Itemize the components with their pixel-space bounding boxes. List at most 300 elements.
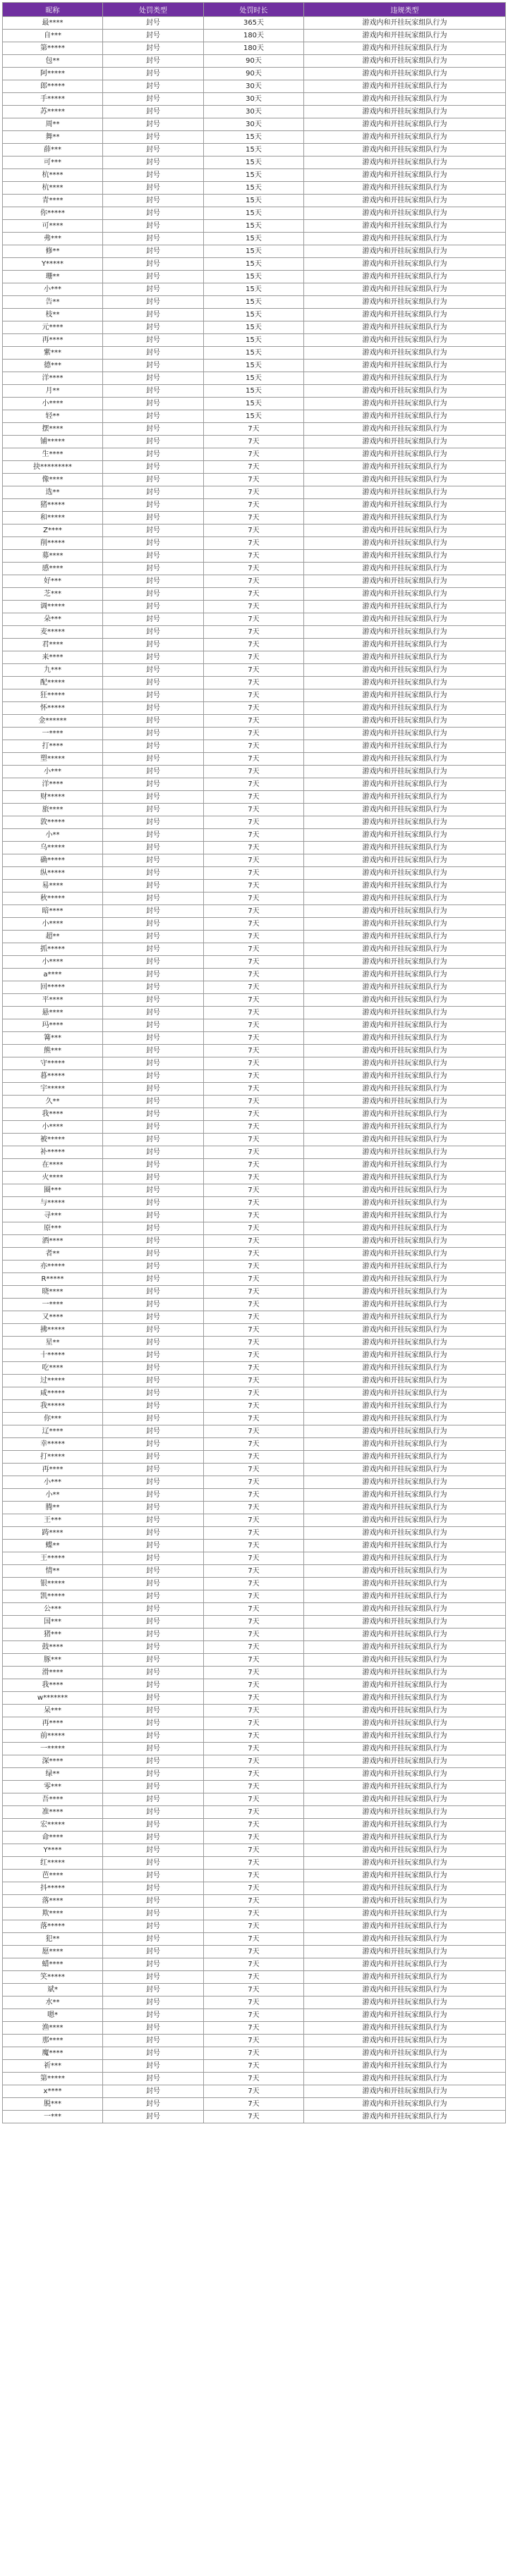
penalty-duration-cell: 7天 <box>204 1400 304 1413</box>
penalty-type-cell: 封号 <box>103 118 204 131</box>
table-row <box>3 1895 506 1908</box>
nickname-cell: 过***** <box>3 1375 103 1387</box>
penalty-duration-cell: 30天 <box>204 118 304 131</box>
penalty-type-cell: 封号 <box>103 1019 204 1032</box>
violation-type-cell: 游戏内和开挂玩家组队行为 <box>304 309 506 321</box>
violation-type-cell: 游戏内和开挂玩家组队行为 <box>304 981 506 994</box>
header-penalty-type: 处罚类型 <box>103 3 204 17</box>
penalty-duration-cell: 7天 <box>204 448 304 461</box>
nickname-cell: 可*** <box>3 157 103 169</box>
penalty-duration-cell: 7天 <box>204 1629 304 1641</box>
penalty-duration-cell: 7天 <box>204 1019 304 1032</box>
penalty-type-cell: 封号 <box>103 1146 204 1159</box>
penalty-type-cell: 封号 <box>103 1857 204 1870</box>
table-row <box>3 42 506 55</box>
penalty-type-cell: 封号 <box>103 1096 204 1108</box>
table-row <box>3 702 506 715</box>
violation-type-cell: 游戏内和开挂玩家组队行为 <box>304 1502 506 1514</box>
penalty-type-cell: 封号 <box>103 1616 204 1629</box>
penalty-duration-cell: 15天 <box>204 271 304 283</box>
penalty-duration-cell: 7天 <box>204 1781 304 1793</box>
penalty-duration-cell: 7天 <box>204 715 304 728</box>
nickname-cell: 晓**** <box>3 1286 103 1299</box>
table-row <box>3 1184 506 1197</box>
nickname-cell: 感**** <box>3 563 103 575</box>
penalty-duration-cell: 7天 <box>204 1895 304 1908</box>
table-row <box>3 1679 506 1692</box>
violation-type-cell: 游戏内和开挂玩家组队行为 <box>304 2009 506 2022</box>
violation-type-cell: 游戏内和开挂玩家组队行为 <box>304 1692 506 1705</box>
table-row <box>3 1235 506 1248</box>
violation-type-cell: 游戏内和开挂玩家组队行为 <box>304 2060 506 2073</box>
penalty-duration-cell: 15天 <box>204 131 304 144</box>
violation-type-cell: 游戏内和开挂玩家组队行为 <box>304 1413 506 1425</box>
table-row <box>3 1933 506 1946</box>
penalty-duration-cell: 7天 <box>204 563 304 575</box>
table-row <box>3 981 506 994</box>
table-row <box>3 1629 506 1641</box>
penalty-type-cell: 封号 <box>103 1565 204 1578</box>
violation-type-cell: 游戏内和开挂玩家组队行为 <box>304 715 506 728</box>
violation-type-cell: 游戏内和开挂玩家组队行为 <box>304 804 506 816</box>
penalty-type-cell: 封号 <box>103 931 204 943</box>
penalty-duration-cell: 7天 <box>204 1768 304 1781</box>
violation-type-cell: 游戏内和开挂玩家组队行为 <box>304 118 506 131</box>
table-row <box>3 372 506 385</box>
penalty-type-cell: 封号 <box>103 1908 204 1920</box>
penalty-type-cell: 封号 <box>103 169 204 182</box>
nickname-cell: 呆*** <box>3 1705 103 1717</box>
penalty-duration-cell: 7天 <box>204 1616 304 1629</box>
penalty-type-cell: 封号 <box>103 1502 204 1514</box>
penalty-type-cell: 封号 <box>103 448 204 461</box>
violation-type-cell: 游戏内和开挂玩家组队行为 <box>304 385 506 398</box>
table-row <box>3 1552 506 1565</box>
penalty-duration-cell: 7天 <box>204 1540 304 1552</box>
violation-type-cell: 游戏内和开挂玩家组队行为 <box>304 664 506 677</box>
violation-type-cell: 游戏内和开挂玩家组队行为 <box>304 1857 506 1870</box>
penalty-type-cell: 封号 <box>103 309 204 321</box>
table-row <box>3 626 506 639</box>
penalty-duration-cell: 7天 <box>204 1413 304 1425</box>
nickname-cell: 宇***** <box>3 1083 103 1096</box>
penalty-type-cell: 封号 <box>103 1197 204 1210</box>
table-row <box>3 689 506 702</box>
penalty-duration-cell: 7天 <box>204 1997 304 2009</box>
table-row <box>3 1819 506 1832</box>
table-row <box>3 157 506 169</box>
nickname-cell: 财***** <box>3 791 103 804</box>
nickname-cell: 小**** <box>3 1121 103 1134</box>
table-body <box>3 17 506 2123</box>
violation-type-cell: 游戏内和开挂玩家组队行为 <box>304 1083 506 1096</box>
nickname-cell: 元**** <box>3 321 103 334</box>
table-row <box>3 854 506 867</box>
penalty-type-cell: 封号 <box>103 880 204 893</box>
penalty-duration-cell: 7天 <box>204 677 304 689</box>
table-row <box>3 2111 506 2123</box>
penalty-duration-cell: 15天 <box>204 309 304 321</box>
penalty-type-cell: 封号 <box>103 2073 204 2085</box>
penalty-duration-cell: 7天 <box>204 588 304 601</box>
table-row <box>3 499 506 512</box>
table-row <box>3 1057 506 1070</box>
table-row <box>3 1464 506 1476</box>
penalty-type-cell: 封号 <box>103 106 204 118</box>
penalty-duration-cell: 7天 <box>204 1806 304 1819</box>
table-row <box>3 829 506 842</box>
violation-type-cell: 游戏内和开挂玩家组队行为 <box>304 106 506 118</box>
violation-type-cell: 游戏内和开挂玩家组队行为 <box>304 1920 506 1933</box>
penalty-duration-cell: 7天 <box>204 1299 304 1311</box>
nickname-cell: 拂***** <box>3 1324 103 1337</box>
penalty-type-cell: 封号 <box>103 1755 204 1768</box>
nickname-cell: a**** <box>3 969 103 981</box>
table-row <box>3 1844 506 1857</box>
violation-type-cell: 游戏内和开挂玩家组队行为 <box>304 550 506 563</box>
nickname-cell: 一*** <box>3 2111 103 2123</box>
violation-type-cell: 游戏内和开挂玩家组队行为 <box>304 1057 506 1070</box>
violation-type-cell: 游戏内和开挂玩家组队行为 <box>304 1768 506 1781</box>
header-nickname: 昵称 <box>3 3 103 17</box>
ban-list-table <box>2 2 506 2123</box>
table-row <box>3 461 506 474</box>
table-row <box>3 1019 506 1032</box>
penalty-duration-cell: 7天 <box>204 1819 304 1832</box>
nickname-cell: 杭**** <box>3 169 103 182</box>
table-row <box>3 1045 506 1057</box>
table-row <box>3 791 506 804</box>
penalty-type-cell: 封号 <box>103 601 204 613</box>
penalty-type-cell: 封号 <box>103 1667 204 1679</box>
violation-type-cell: 游戏内和开挂玩家组队行为 <box>304 753 506 766</box>
penalty-duration-cell: 15天 <box>204 385 304 398</box>
penalty-duration-cell: 7天 <box>204 1007 304 1019</box>
table-row <box>3 1476 506 1489</box>
table-row <box>3 30 506 42</box>
penalty-type-cell: 封号 <box>103 689 204 702</box>
nickname-cell: 红***** <box>3 1857 103 1870</box>
penalty-duration-cell: 7天 <box>204 1958 304 1971</box>
penalty-duration-cell: 7天 <box>204 1438 304 1451</box>
table-row <box>3 448 506 461</box>
table-row <box>3 296 506 309</box>
penalty-duration-cell: 7天 <box>204 1832 304 1844</box>
violation-type-cell: 游戏内和开挂玩家组队行为 <box>304 1654 506 1667</box>
nickname-cell: 纵***** <box>3 867 103 880</box>
table-row <box>3 778 506 791</box>
penalty-duration-cell: 7天 <box>204 1705 304 1717</box>
penalty-type-cell: 封号 <box>103 1387 204 1400</box>
table-row <box>3 118 506 131</box>
penalty-type-cell: 封号 <box>103 1514 204 1527</box>
violation-type-cell: 游戏内和开挂玩家组队行为 <box>304 1527 506 1540</box>
penalty-duration-cell: 7天 <box>204 1527 304 1540</box>
violation-type-cell: 游戏内和开挂玩家组队行为 <box>304 943 506 956</box>
nickname-cell: 猪***** <box>3 499 103 512</box>
nickname-cell: 塑***** <box>3 753 103 766</box>
penalty-duration-cell: 7天 <box>204 1108 304 1121</box>
nickname-cell: 君**** <box>3 639 103 651</box>
penalty-duration-cell: 7天 <box>204 2009 304 2022</box>
violation-type-cell: 游戏内和开挂玩家组队行为 <box>304 626 506 639</box>
penalty-type-cell: 封号 <box>103 93 204 106</box>
penalty-type-cell: 封号 <box>103 626 204 639</box>
violation-type-cell: 游戏内和开挂玩家组队行为 <box>304 1425 506 1438</box>
table-row <box>3 1146 506 1159</box>
penalty-type-cell: 封号 <box>103 1641 204 1654</box>
penalty-type-cell: 封号 <box>103 1273 204 1286</box>
penalty-type-cell: 封号 <box>103 30 204 42</box>
penalty-type-cell: 封号 <box>103 715 204 728</box>
penalty-duration-cell: 7天 <box>204 486 304 499</box>
violation-type-cell: 游戏内和开挂玩家组队行为 <box>304 905 506 918</box>
penalty-duration-cell: 15天 <box>204 360 304 372</box>
violation-type-cell: 游戏内和开挂玩家组队行为 <box>304 651 506 664</box>
penalty-type-cell: 封号 <box>103 1108 204 1121</box>
nickname-cell: 再**** <box>3 334 103 347</box>
nickname-cell: 蜡**** <box>3 1958 103 1971</box>
penalty-type-cell: 封号 <box>103 2022 204 2035</box>
penalty-type-cell: 封号 <box>103 1184 204 1197</box>
table-row <box>3 1197 506 1210</box>
penalty-duration-cell: 7天 <box>204 1603 304 1616</box>
penalty-duration-cell: 7天 <box>204 778 304 791</box>
violation-type-cell: 游戏内和开挂玩家组队行为 <box>304 512 506 525</box>
penalty-type-cell: 封号 <box>103 575 204 588</box>
violation-type-cell: 游戏内和开挂玩家组队行为 <box>304 1400 506 1413</box>
table-row <box>3 601 506 613</box>
penalty-duration-cell: 7天 <box>204 474 304 486</box>
violation-type-cell: 游戏内和开挂玩家组队行为 <box>304 55 506 68</box>
penalty-duration-cell: 7天 <box>204 2060 304 2073</box>
penalty-duration-cell: 7天 <box>204 1210 304 1222</box>
table-row <box>3 1337 506 1349</box>
nickname-cell: 洋**** <box>3 778 103 791</box>
penalty-type-cell: 封号 <box>103 499 204 512</box>
violation-type-cell: 游戏内和开挂玩家组队行为 <box>304 537 506 550</box>
table-row <box>3 842 506 854</box>
header-penalty-duration: 处罚时长 <box>204 3 304 17</box>
table-row <box>3 1946 506 1958</box>
penalty-duration-cell: 7天 <box>204 1134 304 1146</box>
table-row <box>3 753 506 766</box>
violation-type-cell: 游戏内和开挂玩家组队行为 <box>304 1261 506 1273</box>
nickname-cell: 回***** <box>3 981 103 994</box>
penalty-type-cell: 封号 <box>103 271 204 283</box>
penalty-type-cell: 封号 <box>103 398 204 410</box>
penalty-type-cell: 封号 <box>103 1464 204 1476</box>
table-row <box>3 512 506 525</box>
nickname-cell: 最**** <box>3 17 103 30</box>
penalty-type-cell: 封号 <box>103 157 204 169</box>
nickname-cell: 第***** <box>3 42 103 55</box>
nickname-cell: 配***** <box>3 677 103 689</box>
nickname-cell: 王*** <box>3 1514 103 1527</box>
table-row <box>3 474 506 486</box>
penalty-type-cell: 封号 <box>103 321 204 334</box>
penalty-type-cell: 封号 <box>103 1819 204 1832</box>
penalty-duration-cell: 7天 <box>204 1337 304 1349</box>
penalty-duration-cell: 90天 <box>204 68 304 80</box>
penalty-type-cell: 封号 <box>103 1210 204 1222</box>
penalty-duration-cell: 7天 <box>204 1679 304 1692</box>
table-row <box>3 1451 506 1464</box>
penalty-duration-cell: 7天 <box>204 2022 304 2035</box>
nickname-cell: 一**** <box>3 728 103 740</box>
penalty-type-cell: 封号 <box>103 486 204 499</box>
table-row <box>3 1134 506 1146</box>
table-row <box>3 931 506 943</box>
table-row <box>3 550 506 563</box>
violation-type-cell: 游戏内和开挂玩家组队行为 <box>304 867 506 880</box>
penalty-duration-cell: 7天 <box>204 1793 304 1806</box>
nickname-cell: 平**** <box>3 994 103 1007</box>
violation-type-cell: 游戏内和开挂玩家组队行为 <box>304 931 506 943</box>
penalty-type-cell: 封号 <box>103 1984 204 1997</box>
penalty-type-cell: 封号 <box>103 2111 204 2123</box>
table-row <box>3 131 506 144</box>
penalty-duration-cell: 365天 <box>204 17 304 30</box>
penalty-duration-cell: 7天 <box>204 1857 304 1870</box>
nickname-cell: 被***** <box>3 1134 103 1146</box>
penalty-duration-cell: 7天 <box>204 1324 304 1337</box>
violation-type-cell: 游戏内和开挂玩家组队行为 <box>304 1121 506 1134</box>
nickname-cell: 薛*** <box>3 144 103 157</box>
nickname-cell: 情** <box>3 1565 103 1578</box>
nickname-cell: 月** <box>3 385 103 398</box>
table-row <box>3 766 506 778</box>
nickname-cell: 零*** <box>3 1781 103 1793</box>
penalty-duration-cell: 7天 <box>204 1197 304 1210</box>
nickname-cell: 告** <box>3 296 103 309</box>
table-row <box>3 347 506 360</box>
violation-type-cell: 游戏内和开挂玩家组队行为 <box>304 1717 506 1730</box>
nickname-cell: 调***** <box>3 601 103 613</box>
violation-type-cell: 游戏内和开挂玩家组队行为 <box>304 1438 506 1451</box>
table-row <box>3 537 506 550</box>
penalty-type-cell: 封号 <box>103 588 204 601</box>
violation-type-cell: 游戏内和开挂玩家组队行为 <box>304 766 506 778</box>
nickname-cell: 杭**** <box>3 182 103 195</box>
penalty-duration-cell: 7天 <box>204 918 304 931</box>
nickname-cell: 玛**** <box>3 1019 103 1032</box>
violation-type-cell: 游戏内和开挂玩家组队行为 <box>304 1895 506 1908</box>
violation-type-cell: 游戏内和开挂玩家组队行为 <box>304 1007 506 1019</box>
penalty-duration-cell: 7天 <box>204 702 304 715</box>
penalty-duration-cell: 15天 <box>204 195 304 207</box>
nickname-cell: 火**** <box>3 1172 103 1184</box>
nickname-cell: 怀***** <box>3 702 103 715</box>
penalty-duration-cell: 15天 <box>204 182 304 195</box>
violation-type-cell: 游戏内和开挂玩家组队行为 <box>304 702 506 715</box>
penalty-type-cell: 封号 <box>103 195 204 207</box>
penalty-duration-cell: 15天 <box>204 220 304 233</box>
penalty-type-cell: 封号 <box>103 1997 204 2009</box>
violation-type-cell: 游戏内和开挂玩家组队行为 <box>304 1971 506 1984</box>
violation-type-cell: 游戏内和开挂玩家组队行为 <box>304 1908 506 1920</box>
nickname-cell: 星** <box>3 1337 103 1349</box>
table-row <box>3 1832 506 1844</box>
table-row <box>3 271 506 283</box>
table-row <box>3 1793 506 1806</box>
table-row <box>3 106 506 118</box>
table-row <box>3 613 506 626</box>
penalty-type-cell: 封号 <box>103 778 204 791</box>
violation-type-cell: 游戏内和开挂玩家组队行为 <box>304 1755 506 1768</box>
penalty-type-cell: 封号 <box>103 664 204 677</box>
violation-type-cell: 游戏内和开挂玩家组队行为 <box>304 689 506 702</box>
table-row <box>3 1641 506 1654</box>
violation-type-cell: 游戏内和开挂玩家组队行为 <box>304 157 506 169</box>
penalty-duration-cell: 7天 <box>204 1286 304 1299</box>
penalty-type-cell: 封号 <box>103 1121 204 1134</box>
table-row <box>3 1261 506 1273</box>
violation-type-cell: 游戏内和开挂玩家组队行为 <box>304 1248 506 1261</box>
penalty-type-cell: 封号 <box>103 969 204 981</box>
nickname-cell: 超** <box>3 931 103 943</box>
table-row <box>3 1375 506 1387</box>
table-row <box>3 1705 506 1717</box>
nickname-cell: 十***** <box>3 1349 103 1362</box>
violation-type-cell: 游戏内和开挂玩家组队行为 <box>304 245 506 258</box>
nickname-cell: 手***** <box>3 93 103 106</box>
table-row <box>3 588 506 601</box>
penalty-type-cell: 封号 <box>103 1590 204 1603</box>
table-row <box>3 1527 506 1540</box>
penalty-type-cell: 封号 <box>103 1222 204 1235</box>
penalty-type-cell: 封号 <box>103 207 204 220</box>
table-row <box>3 1387 506 1400</box>
penalty-duration-cell: 7天 <box>204 1730 304 1743</box>
nickname-cell: 宏***** <box>3 1819 103 1832</box>
table-row <box>3 867 506 880</box>
nickname-cell: 再**** <box>3 1717 103 1730</box>
penalty-duration-cell: 7天 <box>204 893 304 905</box>
violation-type-cell: 游戏内和开挂玩家组队行为 <box>304 994 506 1007</box>
nickname-cell: 愿**** <box>3 1946 103 1958</box>
penalty-duration-cell: 7天 <box>204 956 304 969</box>
violation-type-cell: 游戏内和开挂玩家组队行为 <box>304 80 506 93</box>
nickname-cell: 德*** <box>3 360 103 372</box>
violation-type-cell: 游戏内和开挂玩家组队行为 <box>304 2098 506 2111</box>
violation-type-cell: 游戏内和开挂玩家组队行为 <box>304 1489 506 1502</box>
table-row <box>3 1286 506 1299</box>
violation-type-cell: 游戏内和开挂玩家组队行为 <box>304 525 506 537</box>
violation-type-cell: 游戏内和开挂玩家组队行为 <box>304 1565 506 1578</box>
penalty-type-cell: 封号 <box>103 245 204 258</box>
penalty-type-cell: 封号 <box>103 360 204 372</box>
penalty-duration-cell: 90天 <box>204 55 304 68</box>
nickname-cell: 补***** <box>3 1146 103 1159</box>
violation-type-cell: 游戏内和开挂玩家组队行为 <box>304 1603 506 1616</box>
penalty-type-cell: 封号 <box>103 1920 204 1933</box>
nickname-cell: 芝*** <box>3 588 103 601</box>
violation-type-cell: 游戏内和开挂玩家组队行为 <box>304 2111 506 2123</box>
nickname-cell: w******* <box>3 1692 103 1705</box>
violation-type-cell: 游戏内和开挂玩家组队行为 <box>304 321 506 334</box>
nickname-cell: 脱*** <box>3 2098 103 2111</box>
table-row <box>3 1768 506 1781</box>
nickname-cell: 凯***** <box>3 1590 103 1603</box>
violation-type-cell: 游戏内和开挂玩家组队行为 <box>304 1375 506 1387</box>
nickname-cell: 削***** <box>3 537 103 550</box>
penalty-type-cell: 封号 <box>103 994 204 1007</box>
table-row <box>3 1438 506 1451</box>
penalty-duration-cell: 7天 <box>204 1667 304 1679</box>
penalty-duration-cell: 7天 <box>204 1057 304 1070</box>
penalty-type-cell: 封号 <box>103 385 204 398</box>
